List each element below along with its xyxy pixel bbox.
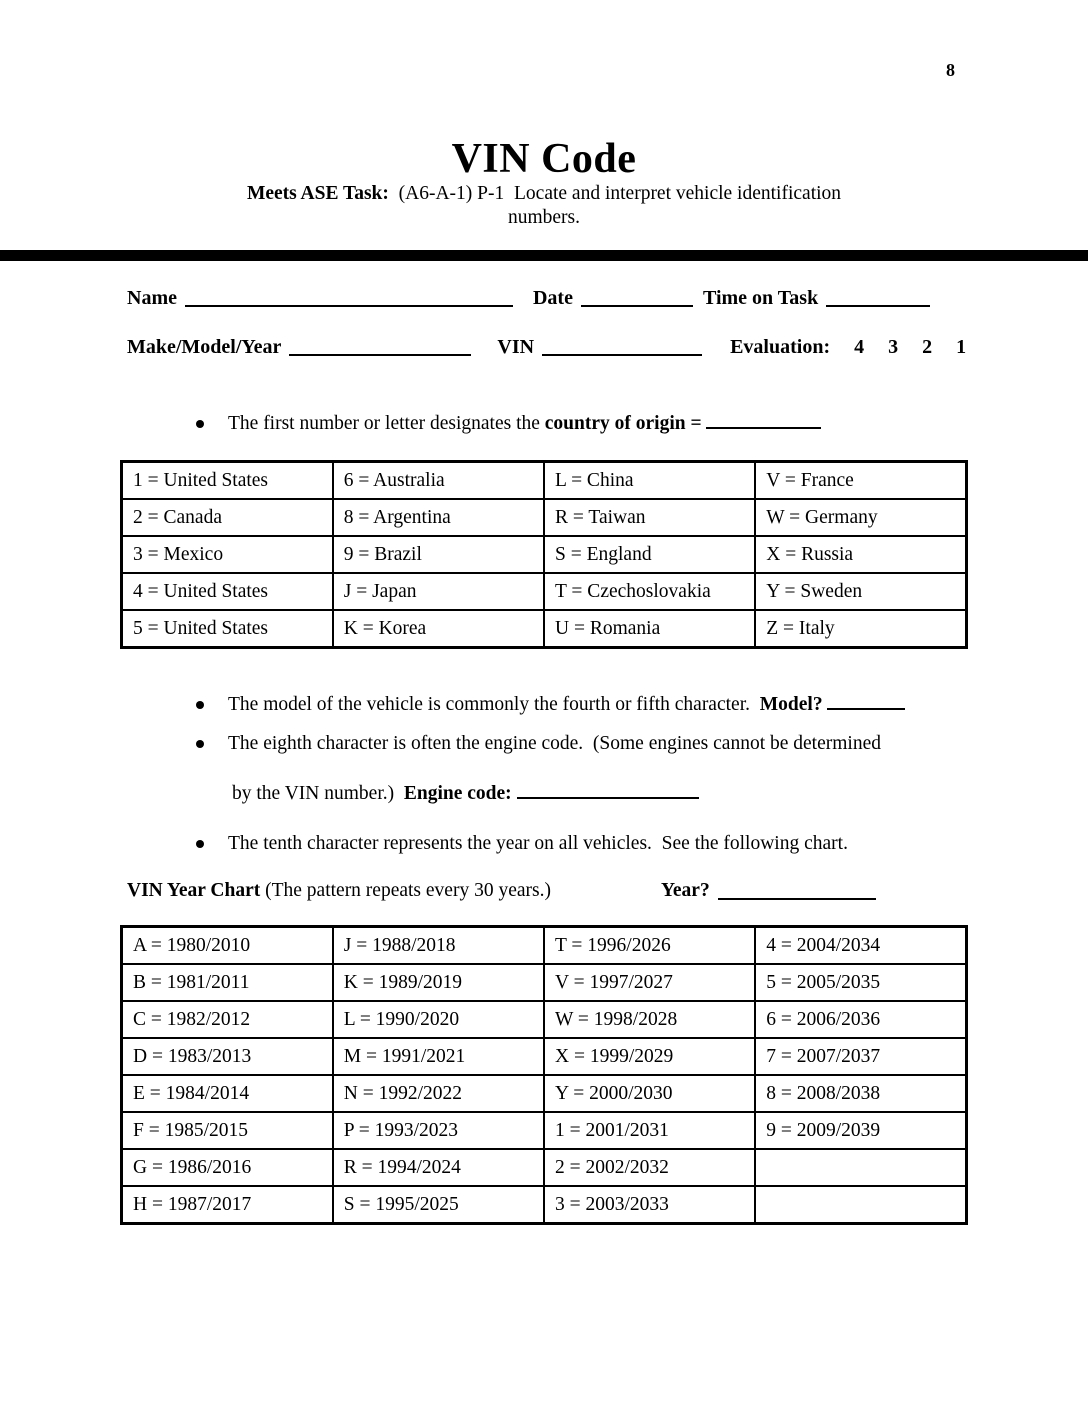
bullet-country-of-origin [196,412,988,436]
origin-answer-blank [706,427,821,429]
date-field-blank [581,303,693,307]
table-row [122,1149,967,1186]
table-cell [755,1149,966,1186]
origin-bold-text: country of origin [544,413,686,434]
country-code-table [120,460,968,649]
model-answer-blank [827,708,905,710]
table-cell: W = Germany [755,499,966,536]
table-cell: T = Czechoslovakia [544,573,755,610]
form-row-make-vin-eval [127,337,968,359]
table-cell: L = China [544,462,755,500]
table-cell: X = Russia [755,536,966,573]
space [512,783,517,804]
evaluation-score-1: 1 [956,336,967,358]
ase-task-text: (A6-A-1) P-1 Locate and interpret vehicle identification [388,183,842,204]
vin-year-table [120,925,968,1225]
year-question-label: Year? [660,880,710,901]
table-cell: K = Korea [333,610,544,648]
table-cell: S = England [544,536,755,573]
origin-text: The first number or letter designates the [228,413,545,434]
table-row [122,462,967,500]
vin-label: VIN [497,336,535,358]
make-model-year-label: Make/Model/Year [127,336,282,358]
table-cell: Y = 2000/2030 [544,1075,755,1112]
table-cell: 8 = Argentina [333,499,544,536]
origin-equals: = [685,413,707,434]
table-cell: 5 = United States [122,610,333,648]
model-text: The model of the vehicle is commonly the fourth or fifth character. [228,694,760,715]
bullet-engine-code-line-2 [232,782,988,806]
table-cell: X = 1999/2029 [544,1038,755,1075]
table-row [122,1075,967,1112]
table-cell: B = 1981/2011 [122,964,333,1001]
table-cell: Y = Sweden [755,573,966,610]
table-cell: 3 = 2003/2033 [544,1186,755,1224]
header [0,0,1088,230]
name-label: Name [127,287,177,309]
evaluation-score-4: 4 [854,336,865,358]
table-cell: M = 1991/2021 [333,1038,544,1075]
engine-code-answer-blank [517,797,699,799]
table-row [122,1112,967,1149]
table-cell: D = 1983/2013 [122,1038,333,1075]
table-cell: V = France [755,462,966,500]
table-row [122,1186,967,1224]
divider-rule [0,250,1088,261]
table-cell: 3 = Mexico [122,536,333,573]
table-cell: C = 1982/2012 [122,1001,333,1038]
table-cell: 6 = Australia [333,462,544,500]
table-row [122,610,967,648]
table-cell: T = 1996/2026 [544,927,755,965]
vin-field-blank [542,352,702,356]
name-field-blank [185,303,513,307]
table-cell: F = 1985/2015 [122,1112,333,1149]
table-cell: L = 1990/2020 [333,1001,544,1038]
vin-year-chart-caption [127,879,968,903]
ase-task-label: Meets ASE Task: [246,183,389,204]
evaluation-score-3: 3 [888,336,899,358]
table-cell: E = 1984/2014 [122,1075,333,1112]
table-cell: 1 = 2001/2031 [544,1112,755,1149]
table-cell: 2 = 2002/2032 [544,1149,755,1186]
bullet-model [196,693,988,717]
bullet-tenth-character-year [196,832,988,856]
table-cell: W = 1998/2028 [544,1001,755,1038]
table-cell: 9 = Brazil [333,536,544,573]
table-cell: V = 1997/2027 [544,964,755,1001]
table-cell: U = Romania [544,610,755,648]
time-on-task-field-blank [826,303,930,307]
form-row-name-date-time [127,288,968,310]
bullet-text [228,412,821,436]
table-cell: 9 = 2009/2039 [755,1112,966,1149]
subtitle-line-1 [0,182,1088,206]
bullet-icon [196,420,204,428]
make-model-year-field-blank [289,352,471,356]
table-cell: S = 1995/2025 [333,1186,544,1224]
time-on-task-label: Time on Task [702,287,819,309]
year-answer-blank [718,896,876,900]
table-cell: 8 = 2008/2038 [755,1075,966,1112]
table-row [122,536,967,573]
table-cell: R = Taiwan [544,499,755,536]
table-row [122,964,967,1001]
bullet-text [228,693,905,717]
page-number: 8 [946,60,955,80]
table-cell: G = 1986/2016 [122,1149,333,1186]
table-cell: 7 = 2007/2037 [755,1038,966,1075]
model-bold-label: Model? [759,694,823,715]
table-cell: P = 1993/2023 [333,1112,544,1149]
table-cell: J = 1988/2018 [333,927,544,965]
table-row [122,573,967,610]
vin-year-chart-label: VIN Year Chart [127,880,261,901]
table-cell: N = 1992/2022 [333,1075,544,1112]
table-cell: R = 1994/2024 [333,1149,544,1186]
table-cell [755,1186,966,1224]
evaluation-score-2: 2 [922,336,933,358]
engine-code-bold-label: Engine code: [403,783,512,804]
bullet-text: The eighth character is often the engine code. (Some engines cannot be determined [228,733,881,754]
table-cell: J = Japan [333,573,544,610]
table-cell: 5 = 2005/2035 [755,964,966,1001]
table-cell: K = 1989/2019 [333,964,544,1001]
table-row [122,1038,967,1075]
bullet-text: The tenth character represents the year on all vehicles. See the following chart. [228,833,848,854]
table-cell: 2 = Canada [122,499,333,536]
table-cell: H = 1987/2017 [122,1186,333,1224]
table-cell: 1 = United States [122,462,333,500]
student-info-form [127,288,968,359]
table-cell: A = 1980/2010 [122,927,333,965]
bullet-engine-code [196,732,988,756]
date-label: Date [532,287,573,309]
bullet-icon [196,740,204,748]
engine-text: by the VIN number.) [232,783,404,804]
subtitle-line-2: numbers. [507,207,581,228]
bullet-icon [196,701,204,709]
table-cell: 6 = 2006/2036 [755,1001,966,1038]
space [823,694,828,715]
table-row [122,499,967,536]
evaluation-label: Evaluation: [730,336,831,358]
bullet-icon [196,840,204,848]
table-cell: 4 = United States [122,573,333,610]
vin-year-chart-note: (The pattern repeats every 30 years.) [260,880,551,901]
table-row [122,1001,967,1038]
table-row [122,927,967,965]
table-cell: 4 = 2004/2034 [755,927,966,965]
table-cell: Z = Italy [755,610,966,648]
page-title: VIN Code [451,136,637,182]
